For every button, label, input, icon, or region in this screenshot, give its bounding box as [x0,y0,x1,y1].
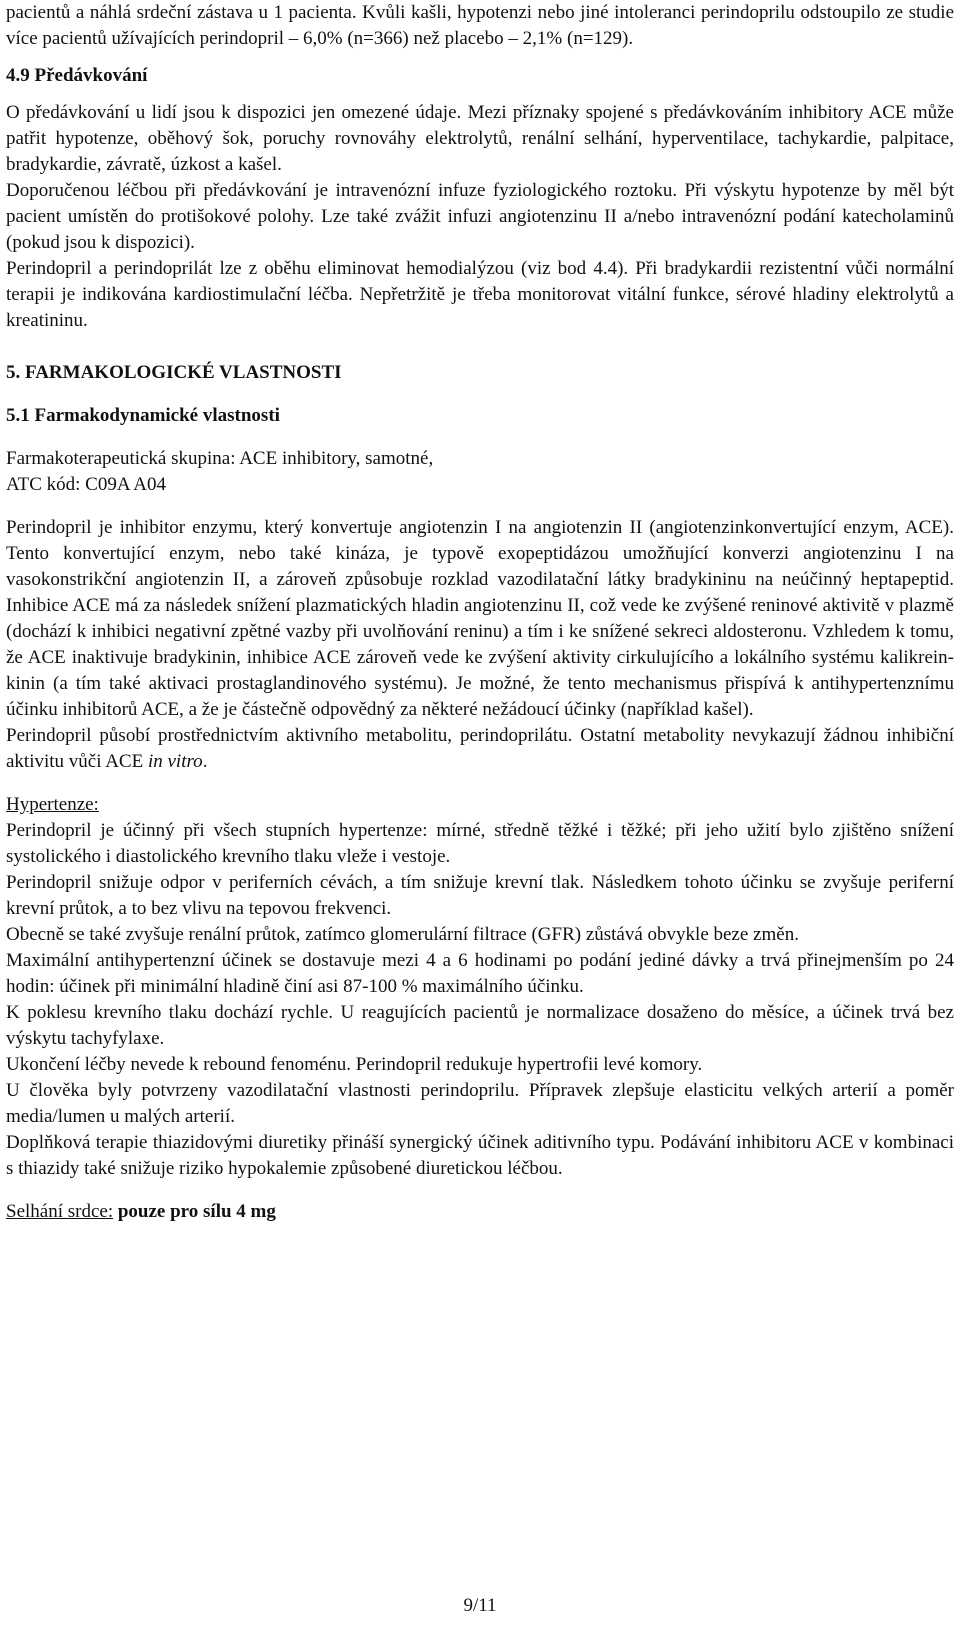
hypertension-paragraph: Obecně se také zvyšuje renální průtok, zatímco glomerulární filtrace (GFR) zůstává obvykle beze změn. [6,924,799,945]
hypertension-paragraph: Perindopril je účinný při všech stupních hypertenze: mírné, středně těžké i těžké; při jeho užití bylo zjištěno snížení systolického i diastolického krevního tlaku vleže i vestoje. [6,820,954,867]
overdose-paragraph-dialysis: Perindopril a perindoprilát lze z oběhu eliminovat hemodialýzou (viz bod 4.4). Při bradykardii rezistentní vůči normální terapii je indikována kardiostimulační léčba. Nepřetržitě je třeba monitorovat vitální funkce, sérové hladiny elektrolytů a kreatininu. [6,258,954,331]
hypertension-paragraph: U člověka byly potvrzeny vazodilatační vlastnosti perindoprilu. Přípravek zlepšuje elasticitu velkých arterií a poměr media/lumen u malých arterií. [6,1080,954,1127]
subsection-heading-pharmacodynamics: 5.1 Farmakodynamické vlastnosti [6,405,280,426]
overdose-paragraph-symptoms: O předávkování u lidí jsou k dispozici jen omezené údaje. Mezi příznaky spojené s předávkováním inhibitory ACE může patřit hypotenze, oběhový šok, poruchy rovnováhy elektrolytů, renální selhání, hyperventilace, tachykardie, palpitace, bradykardie, závratě, úzkost a kašel. [6,102,954,175]
overdose-paragraph-treatment: Doporučenou léčbou při předávkování je intravenózní infuze fyziologického roztoku. Při výskytu hypotenze by měl být pacient umístěn do protišokové polohy. Lze také zvážit infuzi angiotenzinu II a/nebo intravenózní podání katecholaminů (pokud jsou k dispozici). [6,180,954,253]
heart-failure-heading [6,1199,954,1225]
pharmacotherapeutic-group: Farmakoterapeutická skupina: ACE inhibitory, samotné, [6,448,434,469]
hypertension-paragraph: Maximální antihypertenzní účinek se dostavuje mezi 4 a 6 hodinami po podání jediné dávky a trvá přinejmenším po 24 hodin: účinek při minimální hladině činí asi 87-100 % maximálního účinku. [6,950,954,997]
section-heading-pharmacology: 5. FARMAKOLOGICKÉ VLASTNOSTI [6,362,342,383]
metabolite-text: Perindopril působí prostřednictvím aktivního metabolitu, perindoprilátu. Ostatní metabolity nevykazují žádnou inhibiční aktivitu vůči ACE [6,725,954,772]
document-page [6,0,954,1225]
hypertension-paragraph: Doplňková terapie thiazidovými diuretiky přináší synergický účinek aditivního typu. Podávání inhibitoru ACE v kombinaci s thiazidy také snižuje riziko hypokalemie způsobené diuretickou léčbou. [6,1132,954,1179]
hypertension-paragraph: Ukončení léčby nevede k rebound fenoménu. Perindopril redukuje hypertrofii levé komory. [6,1054,703,1075]
metabolite-end: . [202,751,208,772]
atc-code: ATC kód: C09A A04 [6,474,166,495]
hypertension-paragraph: Perindopril snižuje odpor v periferních cévách, a tím snižuje krevní tlak. Následkem tohoto účinku se zvyšuje periferní krevní průtok, a to bez vlivu na tepovou frekvenci. [6,872,954,919]
continued-paragraph: pacientů a náhlá srdeční zástava u 1 pacienta. Kvůli kašli, hypotenzi nebo jiné intoleranci perindoprilu odstoupilo ze studie více pacientů užívajících perindopril – 6,0% (n=366) než placebo – 2,1% (n=129). [6,2,954,49]
heart-failure-label: Selhání srdce: [6,1201,114,1222]
metabolite-italic: in vitro [147,751,203,772]
section-heading-overdose: 4.9 Předávkování [6,65,148,86]
metabolite-paragraph [6,723,954,775]
hypertension-paragraph: K poklesu krevního tlaku dochází rychle. U reagujících pacientů je normalizace dosaženo do měsíce, a účinek trvá bez výskytu tachyfylaxe. [6,1002,954,1049]
heart-failure-strength-note: pouze pro sílu 4 mg [113,1201,276,1222]
page-number: 9/11 [463,1595,497,1616]
hypertension-heading: Hypertenze: [6,794,99,815]
mechanism-paragraph: Perindopril je inhibitor enzymu, který konvertuje angiotenzin I na angiotenzin II (angiotenzinkonvertující enzym, ACE). Tento konvertující enzym, nebo také kináza, je typově exopeptidázou umožňující konverzi angiotenzinu I na vasokonstrikční angiotenzin II, a zároveň způsobuje rozklad vazodilatační látky bradykininu na neúčinný heptapeptid. Inhibice ACE má za následek snížení plazmatických hladin angiotenzinu II, což vede ke zvýšené reninové aktivitě v plazmě (dochází k inhibici negativní zpětné vazby při uvolňování reninu) a tím i ke snížené sekreci aldosteronu. Vzhledem k tomu, že ACE inaktivuje bradykinin, inhibice ACE zároveň vede ke zvýšení aktivity cirkulujícího a lokálního systému kalikrein-kinin (a tím také aktivaci prostaglandinového systému). Je možné, že tento mechanismus přispívá k antihypertenznímu účinku inhibitorů ACE, a že je částečně odpovědný za některé nežádoucí účinky (například kašel). [6,517,954,720]
